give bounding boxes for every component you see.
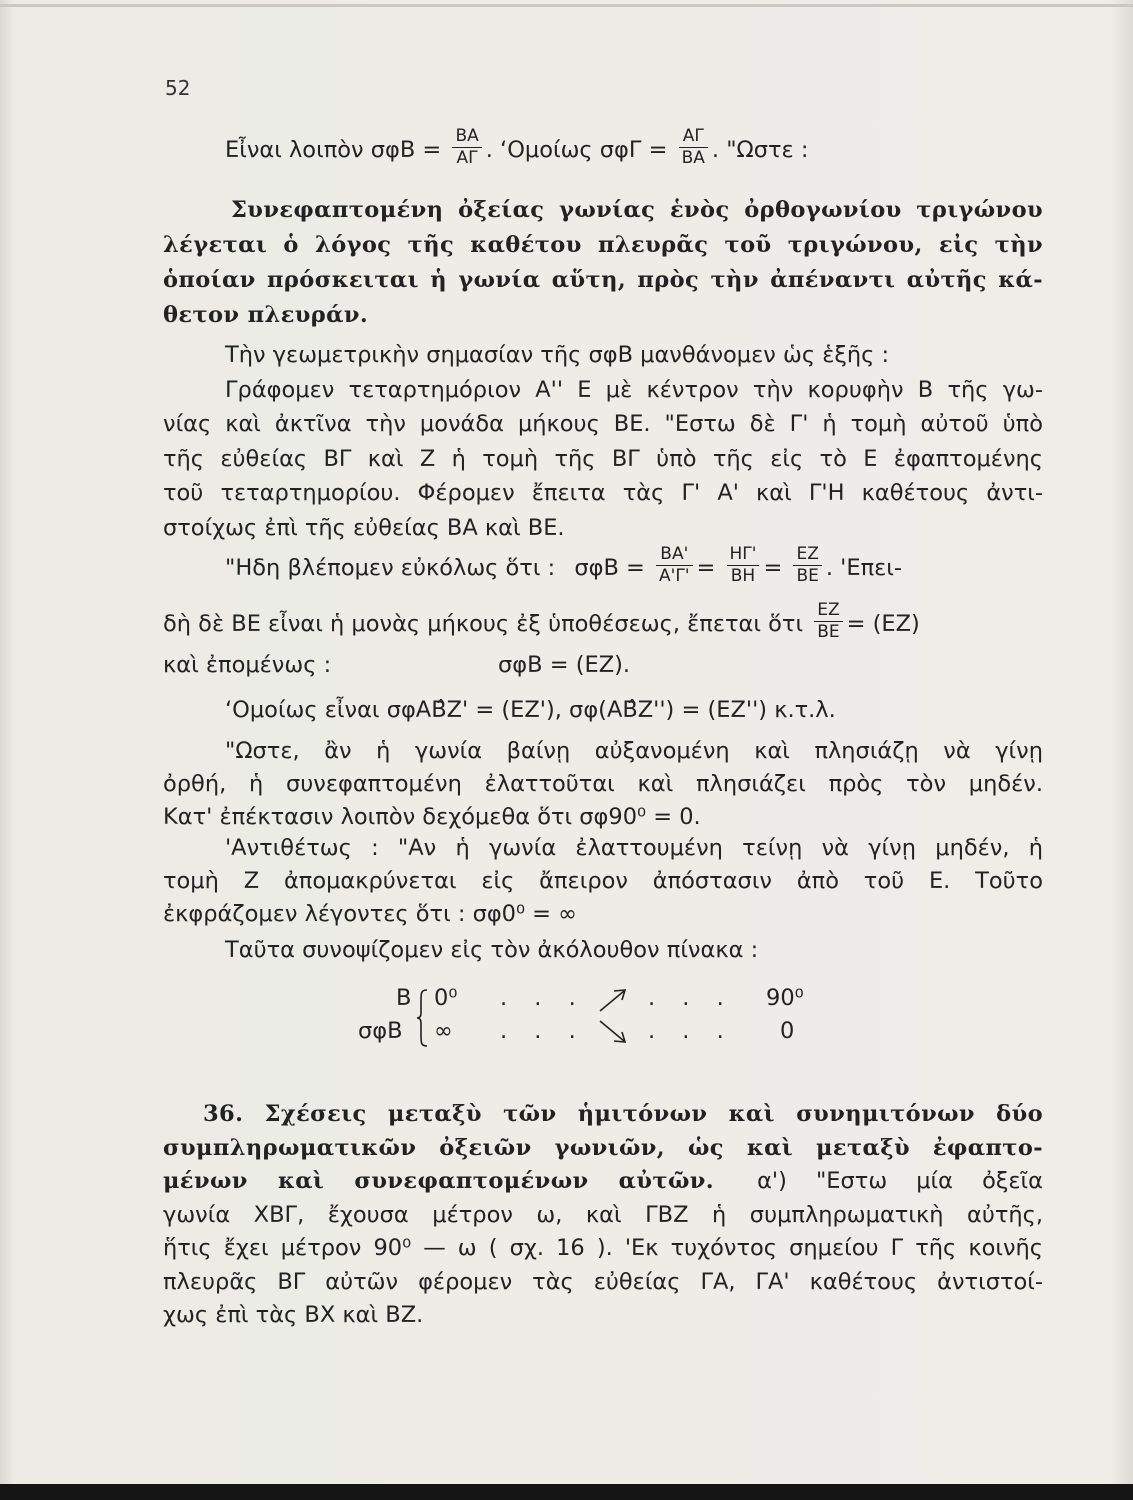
section-title-line: συμπληρωματικῶν ὀξειῶν γωνιῶν, ὡς καὶ μεταξὺ ἐφαπτο- bbox=[163, 1134, 1043, 1161]
fraction-ez-be bbox=[793, 545, 821, 586]
summary-intro bbox=[163, 935, 1043, 966]
definition-line: λέγεται ὁ λόγος τῆς καθέτου πλευρᾶς τοῦ τριγώνου, εἰς τὴν bbox=[163, 232, 1043, 258]
arrow-down-right-icon bbox=[598, 1019, 628, 1045]
paragraph-line: νίας καὶ ἀκτῖνα τὴν μονάδα μήκους ΒΕ. "Εστω δὲ Γ' ἡ τομὴ αὐτοῦ ὑπὸ bbox=[163, 411, 1043, 438]
paragraph-line: τῆς εὐθείας ΒΓ καὶ Ζ ἡ τομὴ τῆς ΒΓ ὑπὸ τῆς εἰς τὸ Ε ἐφαπτομένης bbox=[163, 445, 1043, 472]
table-row2-end: 0 bbox=[780, 1018, 795, 1044]
eq1-equals: = bbox=[696, 555, 716, 581]
definition-line: θετον πλευράν. bbox=[163, 302, 369, 328]
fraction-denominator: ΑΓ bbox=[456, 148, 478, 168]
fraction-ez-be-2 bbox=[814, 601, 842, 642]
fraction-numerator: ΗΓ' bbox=[727, 545, 760, 566]
table-row1-dots-left: . . . bbox=[500, 985, 586, 1011]
section-title-last-line bbox=[163, 1165, 1043, 1199]
summary-table bbox=[330, 985, 830, 1055]
table-row1-end: 90⁰ bbox=[766, 985, 804, 1011]
equation-line-2 bbox=[163, 600, 1043, 645]
fraction-numerator: ΕΖ bbox=[814, 601, 842, 622]
table-row1-dots-right: . . . bbox=[648, 985, 734, 1011]
fraction-denominator: ΒΗ bbox=[730, 566, 756, 586]
table-row2-dots-right: . . . bbox=[648, 1018, 734, 1044]
geometric-meaning-paragraph bbox=[163, 338, 1043, 546]
fraction-ag-ba bbox=[679, 127, 708, 168]
table-row2-start: ∞ bbox=[434, 1018, 453, 1044]
section-title-line: 36. Σχέσεις μεταξὺ τῶν ἡμιτόνων καὶ συνημιτόνων δύο bbox=[203, 1101, 1043, 1127]
fraction-hg1-bh bbox=[727, 545, 760, 586]
fraction-ba-ag bbox=[452, 127, 481, 168]
paragraph-line: στοίχως ἐπὶ τῆς εὐθείας ΒΑ καὶ ΒΕ. bbox=[163, 514, 565, 541]
fraction-ba1-a1g1 bbox=[656, 545, 692, 586]
eq1-equals-2: = bbox=[763, 555, 783, 581]
arrow-up-right-icon bbox=[598, 987, 628, 1013]
definition-line: Συνεφαπτομένη ὀξείας γωνίας ἑνὸς ὀρθογωνίου τριγώνου bbox=[231, 197, 1043, 223]
section-36 bbox=[163, 1098, 1043, 1333]
equation-line-3 bbox=[163, 650, 1043, 681]
limit-90-paragraph bbox=[163, 735, 1043, 834]
fraction-numerator: ΑΓ bbox=[679, 127, 708, 148]
section-body-start: α') "Εστω μία ὀξεῖα bbox=[757, 1168, 1043, 1194]
equation-line-1 bbox=[163, 544, 1043, 589]
eq2-tail: = (ΕΖ) bbox=[846, 611, 920, 637]
definition-block bbox=[163, 193, 1043, 333]
eq3-lead: καὶ ἐπομένως : bbox=[163, 652, 332, 678]
line1-middle: . ‘Ομοίως σφΓ = bbox=[485, 137, 668, 163]
eq1-tail: . 'Επει- bbox=[825, 555, 903, 581]
fraction-denominator: ΒΕ bbox=[796, 566, 819, 586]
equation-line-4 bbox=[163, 695, 1043, 726]
section-body-line: ἥτις ἔχει μέτρον 90⁰ — ω ( σχ. 16 ). 'Εκ τυχόντος σημείου Γ τῆς κοινῆς bbox=[163, 1235, 1043, 1261]
paragraph-line: ὀρθή, ἡ συνεφαπτομένη ἐλαττοῦται καὶ πλησιάζει πρὸς τὸν μηδέν. bbox=[163, 771, 1043, 797]
eq4-text: ‘Ομοίως εἶναι σφΑΒ̂Ζ' = (ΕΖ'), σφ(ΑΒ̂Ζ'') = (ΕΖ'') κ.τ.λ. bbox=[225, 697, 836, 723]
section-body-line: γωνία ΧΒΓ, ἔχουσα μέτρον ω, καὶ ΓΒΖ ἡ συμπληρωματικὴ αὐτῆς, bbox=[163, 1201, 1043, 1228]
fraction-denominator: ΒΕ bbox=[817, 622, 840, 642]
table-row1-start: 0⁰ bbox=[434, 985, 458, 1011]
fraction-numerator: ΕΖ bbox=[793, 545, 821, 566]
fraction-numerator: ΒΑ bbox=[452, 127, 481, 148]
limit-0-paragraph bbox=[163, 832, 1043, 931]
paragraph-line: τομὴ Ζ ἀπομακρύνεται εἰς ἄπειρον ἀπόστασιν ἀπὸ τοῦ Ε. Τοῦτο bbox=[163, 868, 1043, 894]
line1-tail: . "Ωστε : bbox=[711, 137, 809, 163]
paragraph-line: ἐκφράζομεν λέγοντες ὅτι : σφ0⁰ = ∞ bbox=[163, 901, 577, 927]
eq3-expr: σφΒ = (ΕΖ). bbox=[498, 652, 631, 678]
section-title-end: μένων καὶ συνεφαπτομένων αὐτῶν. bbox=[163, 1168, 715, 1194]
paragraph-line: Γράφομεν τεταρτημόριον Α'' Ε μὲ κέντρον τὴν κορυφὴν Β τῆς γω- bbox=[225, 376, 1043, 403]
top-edge-line bbox=[0, 4, 1133, 7]
section-body-line: χως ἐπὶ τὰς ΒΧ καὶ ΒΖ. bbox=[163, 1302, 424, 1328]
fraction-denominator: Α'Γ' bbox=[659, 566, 690, 586]
eq1-lead: "Ηδη βλέπομεν εὐκόλως ὅτι : bbox=[225, 555, 556, 581]
line1-lead: Εἶναι λοιπὸν σφΒ = bbox=[225, 137, 442, 163]
page-number: 52 bbox=[165, 76, 191, 100]
table-row2-label: σφΒ bbox=[358, 1018, 403, 1044]
table-row1-label: Β bbox=[396, 985, 412, 1011]
paragraph-line: Κατ' ἐπέκτασιν λοιπὸν δεχόμεθα ὅτι σφ90⁰ = 0. bbox=[163, 804, 701, 830]
paragraph-line: "Ωστε, ἂν ἡ γωνία βαίνῃ αὐξανομένη καὶ πλησιάζῃ νὰ γίνῃ bbox=[225, 738, 1043, 764]
cot-definition-formulas bbox=[163, 126, 1043, 171]
paragraph-line: Τὴν γεωμετρικὴν σημασίαν τῆς σφΒ μανθάνομεν ὡς ἑξῆς : bbox=[225, 342, 890, 368]
eq1-expr: σφΒ = bbox=[574, 555, 645, 581]
curly-brace-icon bbox=[416, 989, 428, 1047]
fraction-denominator: ΒΑ bbox=[681, 148, 705, 168]
fraction-numerator: ΒΑ' bbox=[656, 545, 692, 566]
definition-line: ὁποίαν πρόσκειται ἡ γωνία αὕτη, πρὸς τὴν ἀπέναντι αὐτῆς κά- bbox=[163, 267, 1043, 293]
eq2-lead: δὴ δὲ ΒΕ εἶναι ἡ μονὰς μήκους ἐξ ὑποθέσεως, ἔπεται ὅτι bbox=[163, 611, 804, 637]
section-body-line: πλευρᾶς ΒΓ αὐτῶν φέρομεν τὰς εὐθείας ΓΑ, ΓΑ' καθέτους ἀντιστοί- bbox=[163, 1268, 1043, 1295]
summary-intro-text: Ταῦτα συνοψίζομεν εἰς τὸν ἀκόλουθον πίνακα : bbox=[225, 937, 759, 963]
table-row2-dots-left: . . . bbox=[500, 1018, 586, 1044]
scan-bottom-edge bbox=[0, 1484, 1133, 1500]
paragraph-line: 'Αντιθέτως : "Αν ἡ γωνία ἐλαττουμένη τείνῃ νὰ γίνῃ μηδέν, ἡ bbox=[225, 835, 1043, 861]
paragraph-line: τοῦ τεταρτημορίου. Φέρομεν ἔπειτα τὰς Γ' Α' καὶ Γ'Η καθέτους ἀντι- bbox=[163, 480, 1043, 507]
